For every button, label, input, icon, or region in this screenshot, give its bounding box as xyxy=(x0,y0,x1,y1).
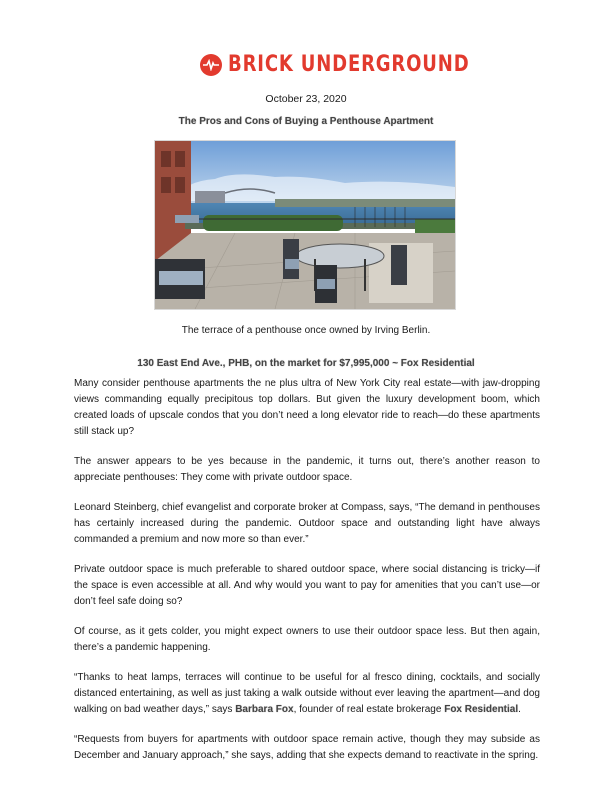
paragraph: “Requests from buyers for apartments with outdoor space remain active, though they may subside as December and January approach,” she says, adding that she expects demand to reactivate in the spring. xyxy=(74,734,540,761)
paragraph: Leonard Steinberg, chief evangelist and corporate broker at Compass, says, “The demand in penthouses has certainly increased during the pandemic. Outdoor space and outstanding light have always commanded a premium and now more so than ever.” xyxy=(74,502,540,545)
terrace-photo xyxy=(154,140,456,310)
brand-name: BRICK UNDERGROUND xyxy=(228,52,470,77)
quote-text: . xyxy=(518,704,521,715)
person-name: Barbara Fox xyxy=(235,704,294,715)
firm-name: Fox Residential xyxy=(444,704,519,715)
quote-text: , founder of real estate brokerage xyxy=(293,704,445,715)
paragraph: Private outdoor space is much preferable to shared outdoor space, where social distancing is tricky—if the space is even accessible at all. And why would you want to pay for amenities that you can’t use—or don’t feel safe doing so? xyxy=(74,564,540,607)
photo-caption: The terrace of a penthouse once owned by Irving Berlin. xyxy=(181,325,431,336)
photo-credit: 130 East End Ave., PHB, on the market for $7,995,000 ~ Fox Residential xyxy=(137,358,475,369)
heartbeat-logo-icon xyxy=(200,54,222,76)
paragraph: Of course, as it gets colder, you might expect owners to use their outdoor space less. But then again, there’s a pandemic happening. xyxy=(74,626,540,653)
brand-logo[interactable] xyxy=(0,52,612,77)
article-headline: The Pros and Cons of Buying a Penthouse Apartment xyxy=(178,116,434,127)
article-date: October 23, 2020 xyxy=(265,93,347,105)
paragraph xyxy=(74,670,540,718)
quote-text: “Thanks to heat lamps, terraces will continue to be useful for al fresco dining, cocktails, and socially distanced entertaining, as well as just taking a walk outside without ever leaving the apartment—and dog walking on bad weather days,” says xyxy=(74,672,540,715)
article-body xyxy=(74,376,540,778)
paragraph: The answer appears to be yes because in the pandemic, it turns out, there’s another reason to appreciate penthouses: They come with private outdoor space. xyxy=(74,456,540,483)
paragraph: Many consider penthouse apartments the ne plus ultra of New York City real estate—with jaw-dropping views commanding equally precipitous top dollars. But given the luxury development boom, which created loads of upscale condos that you don’t need a long elevator ride to reach—do these apartments still stack up? xyxy=(74,378,540,437)
